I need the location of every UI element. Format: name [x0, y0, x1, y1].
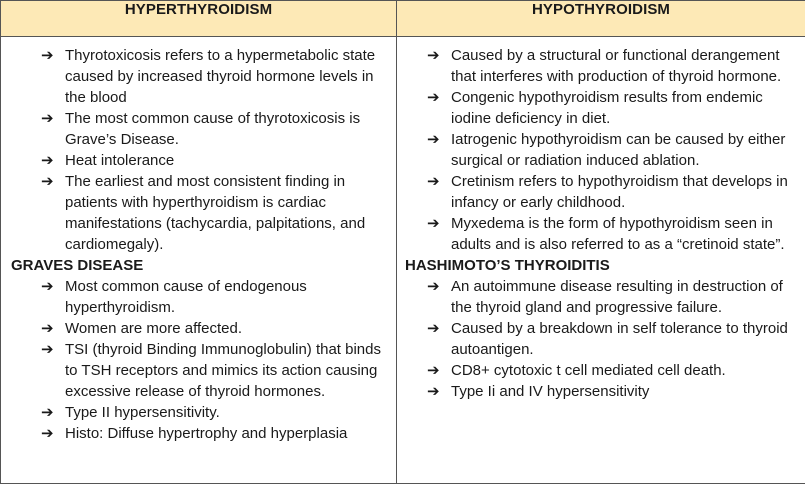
list-item: [11, 402, 386, 423]
list-item: [11, 171, 386, 255]
list-item: [397, 87, 795, 129]
list-item-text: Type Ii and IV hypersensitivity: [451, 383, 649, 400]
list-item-text: Iatrogenic hypothyroidism can be caused by either surgical or radiation induced ablation.: [451, 131, 785, 169]
list-item-text: Thyrotoxicosis refers to a hypermetabolic state caused by increased thyroid hormone levels in the blood: [65, 47, 375, 106]
list-item: [397, 276, 795, 318]
list-item: [397, 171, 795, 213]
list-item-text: TSI (thyroid Binding Immunoglobulin) that binds to TSH receptors and mimics its action causing excessive release of thyroid hormones.: [65, 341, 381, 400]
list-item: [397, 360, 795, 381]
graves-list: [11, 276, 386, 444]
arrow-icon: ➔: [427, 276, 440, 297]
hypo-list: [397, 45, 795, 255]
hashimoto-list: [397, 276, 795, 402]
arrow-icon: ➔: [41, 339, 54, 360]
header-hyperthyroidism: HYPERTHYROIDISM: [1, 1, 397, 37]
hyperthyroidism-column: [1, 37, 397, 484]
arrow-icon: ➔: [41, 150, 54, 171]
graves-disease-heading: GRAVES DISEASE: [11, 255, 386, 276]
list-item-text: Most common cause of endogenous hyperthyroidism.: [65, 278, 307, 316]
list-item-text: Heat intolerance: [65, 152, 174, 169]
list-item-text: Myxedema is the form of hypothyroidism seen in adults and is also referred to as a “cretinoid state”.: [451, 215, 785, 253]
hashimotos-thyroiditis-heading: HASHIMOTO’S THYROIDITIS: [405, 255, 795, 276]
list-item: [11, 339, 386, 402]
list-item-text: An autoimmune disease resulting in destruction of the thyroid gland and progressive failure.: [451, 278, 783, 316]
list-item: [397, 318, 795, 360]
arrow-icon: ➔: [41, 276, 54, 297]
list-item-text: Caused by a structural or functional derangement that interferes with production of thyroid hormone.: [451, 47, 781, 85]
list-item-text: Women are more affected.: [65, 320, 242, 337]
arrow-icon: ➔: [41, 45, 54, 66]
list-item-text: Histo: Diffuse hypertrophy and hyperplasia: [65, 425, 347, 442]
arrow-icon: ➔: [427, 381, 440, 402]
list-item-text: Congenic hypothyroidism results from endemic iodine deficiency in diet.: [451, 89, 763, 127]
arrow-icon: ➔: [41, 318, 54, 339]
list-item-text: Cretinism refers to hypothyroidism that develops in infancy or early childhood.: [451, 173, 788, 211]
arrow-icon: ➔: [41, 423, 54, 444]
header-row: [1, 1, 805, 37]
list-item: [397, 381, 795, 402]
arrow-icon: ➔: [427, 87, 440, 108]
arrow-icon: ➔: [427, 171, 440, 192]
list-item-text: CD8+ cytotoxic t cell mediated cell death.: [451, 362, 726, 379]
list-item-text: The earliest and most consistent finding in patients with hyperthyroidism is cardiac manifestations (tachycardia, palpitations, and cardiomegaly).: [65, 173, 365, 253]
header-hypothyroidism: HYPOTHYROIDISM: [397, 1, 805, 37]
hyper-list: [11, 45, 386, 255]
list-item-text: Caused by a breakdown in self tolerance to thyroid autoantigen.: [451, 320, 788, 358]
arrow-icon: ➔: [427, 45, 440, 66]
list-item: [11, 150, 386, 171]
arrow-icon: ➔: [427, 318, 440, 339]
list-item: [11, 108, 386, 150]
list-item-text: The most common cause of thyrotoxicosis is Grave’s Disease.: [65, 110, 360, 148]
arrow-icon: ➔: [427, 213, 440, 234]
list-item: [11, 423, 386, 444]
list-item: [397, 213, 795, 255]
arrow-icon: ➔: [41, 171, 54, 192]
list-item: [11, 318, 386, 339]
list-item: [397, 129, 795, 171]
list-item: [11, 276, 386, 318]
arrow-icon: ➔: [427, 129, 440, 150]
arrow-icon: ➔: [41, 402, 54, 423]
list-item: [11, 45, 386, 108]
list-item: [397, 45, 795, 87]
content-row: [1, 37, 805, 484]
hypothyroidism-column: [397, 37, 805, 484]
arrow-icon: ➔: [427, 360, 440, 381]
arrow-icon: ➔: [41, 108, 54, 129]
list-item-text: Type II hypersensitivity.: [65, 404, 220, 421]
